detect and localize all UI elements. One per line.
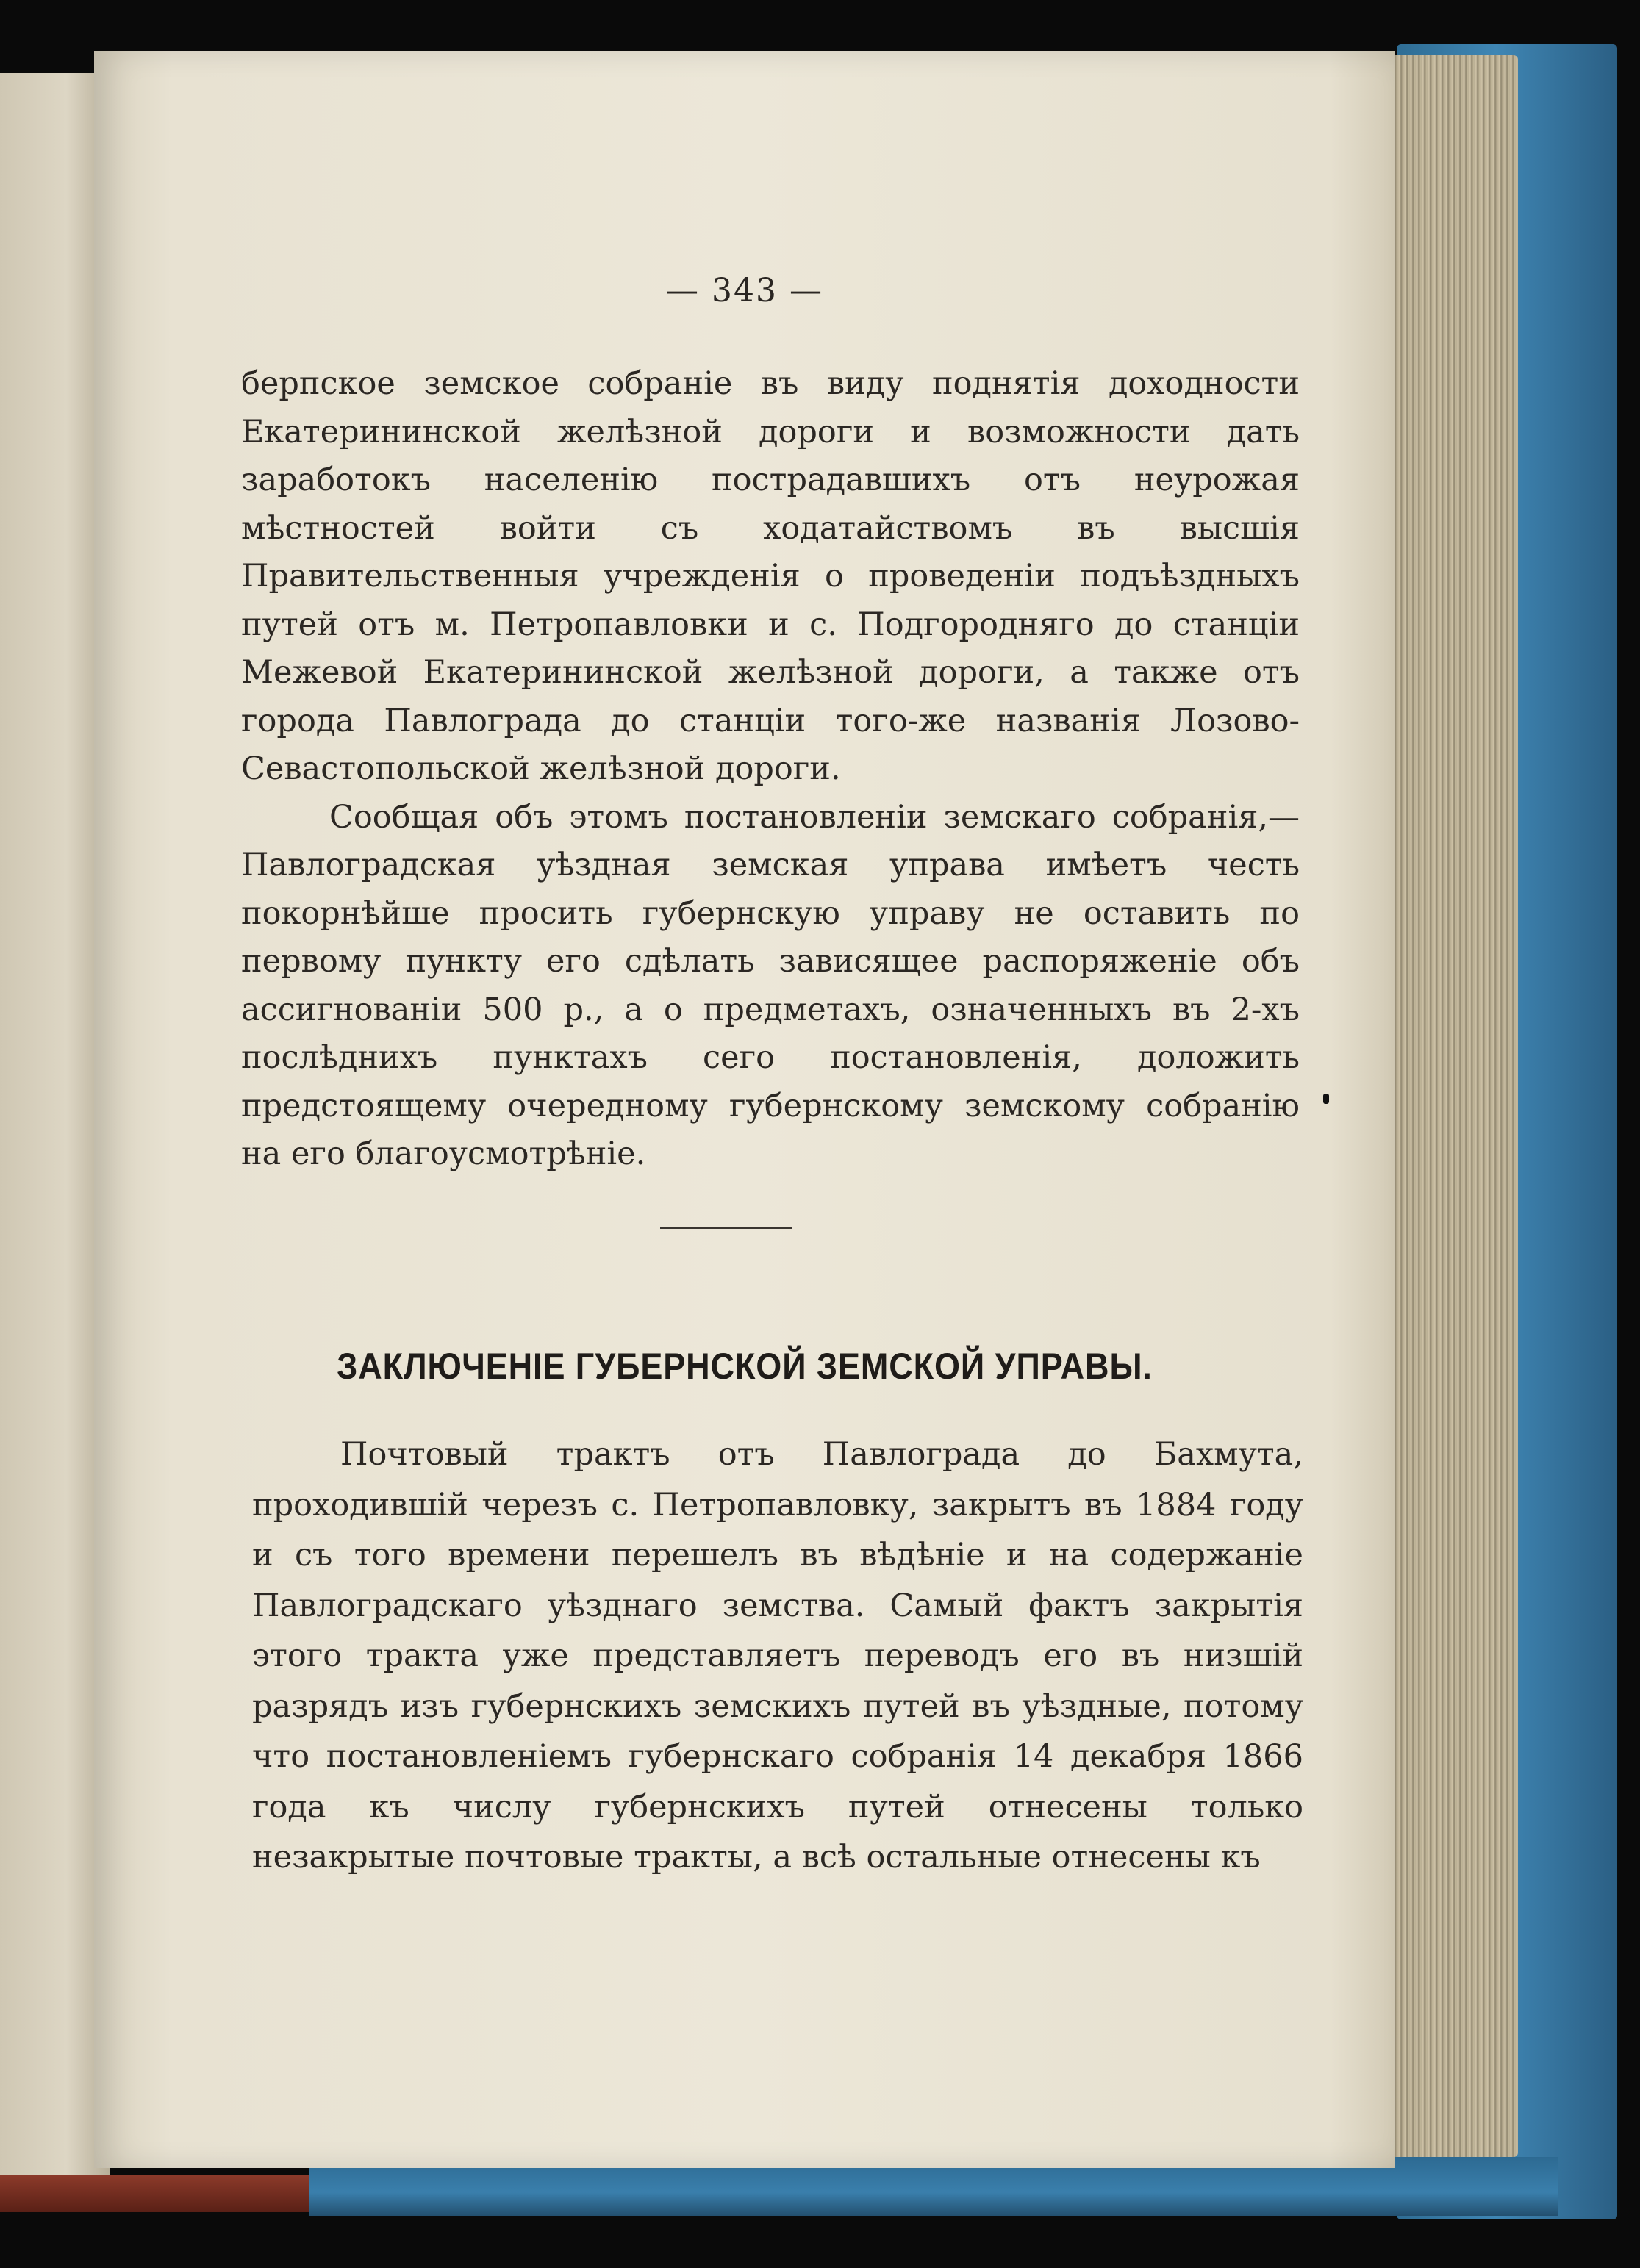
text-block bbox=[241, 360, 1300, 1179]
paragraph-conclusion: Почтовый трактъ отъ Павлограда до Бахмута, проходившій черезъ с. Петропавловку, закрытъ въ 1884 году и съ того времени перешелъ въ вѣдѣніе и на содержаніе Павлоградскаго уѣзднаго земства. Самый фактъ закрытія этого тракта уже представляетъ переводъ его въ низшій разрядъ изъ губернскихъ земскихъ путей въ уѣздные, потому что постановленіемъ губернскаго собранія 14 декабря 1866 года къ числу губернскихъ путей отнесены только незакрытые почтовые тракты, а всѣ остальные отнесены къ bbox=[252, 1436, 1303, 1876]
section-body bbox=[252, 1429, 1303, 1883]
book-page bbox=[94, 51, 1395, 2168]
paragraph-continuation: берпское земское собраніе въ виду поднятія доходности Екатерининской желѣзной дороги и возможности дать заработокъ населенію пострадавшихъ отъ неурожая мѣстностей войти съ ходатайствомъ въ высшія Правительственныя учрежденія о проведеніи подъѣздныхъ путей отъ м. Петропавловки и с. Подгородняго до станціи Межевой Екатерининской желѣзной дороги, а также отъ города Павлограда до станціи того-же названія Лозово-Севастопольской желѣзной дороги. bbox=[241, 365, 1300, 787]
section-divider bbox=[660, 1227, 792, 1229]
page-edges bbox=[1386, 55, 1518, 2157]
paragraph-request: Сообщая объ этомъ постановленіи земскаго собранія,— Павлоградская уѣздная земская управа имѣетъ честь покорнѣйше просить губернскую управу не оставить по первому пункту его сдѣлать зависящее распоряженіе объ ассигнованіи 500 р., а о предметахъ, означенныхъ въ 2-хъ послѣднихъ пунктахъ сего постановленія, доложить предстоящему очередному губернскому земскому собранію на его благоусмотрѣніе. bbox=[241, 798, 1300, 1172]
book-spine-edge bbox=[0, 2175, 338, 2212]
ink-mark bbox=[1323, 1094, 1329, 1104]
page-number: — 343 — bbox=[666, 272, 823, 309]
section-heading: ЗАКЛЮЧЕНІЕ ГУБЕРНСКОЙ ЗЕМСКОЙ УПРАВЫ. bbox=[337, 1346, 1153, 1387]
